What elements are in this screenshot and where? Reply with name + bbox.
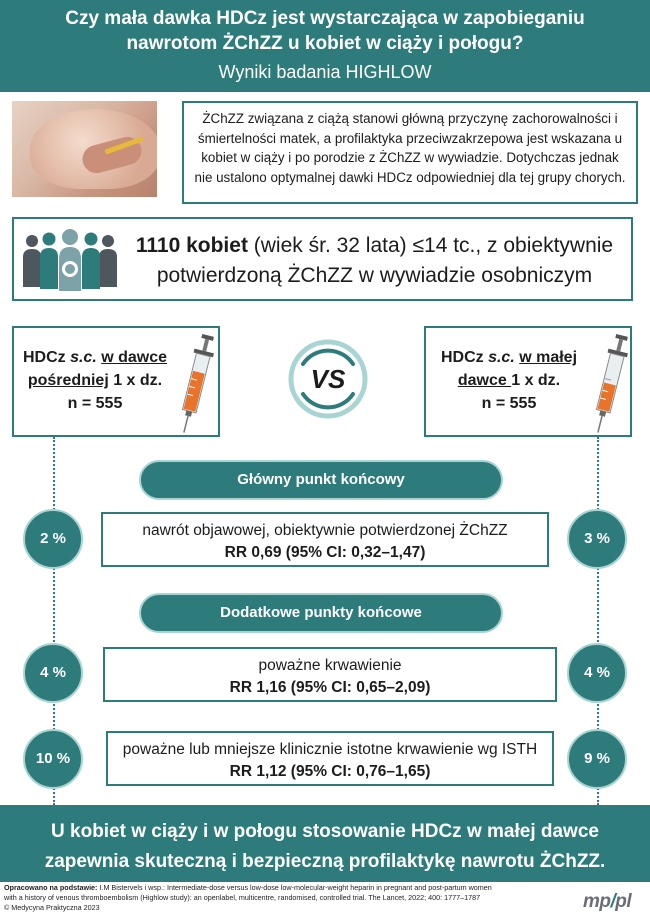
syringe-icon [176,332,216,436]
study-population-box [12,217,633,301]
intro-box [182,101,638,204]
vs-text: VS [310,364,346,394]
primary-result-box [101,512,549,567]
primary-right-percent: 3 % [567,509,627,569]
arm-low-dose [424,326,632,437]
conclusion-line-2: zapewnia skuteczną i bezpieczną profilaktykę nawrotu ŻChZZ. [44,851,606,872]
study-count: 1110 kobiet [135,234,248,257]
source-citation: Opracowano na podstawie: I.M Bistervels i wsp.: Intermediate-dose versus low-dose low-molecular-weight heparin in pregnant and post-partum women with a history of venous thromboembolism (Highlow study): an openlabel, multicentre, randomised, controlled trial. The Lancet, 2022; 400: 1777–1787 © Medycyna Praktyczna 2023 [4,883,544,913]
secondary-2-outcome: poważne lub mniejsze klinicznie istotne krwawienie wg ISTH [122,741,538,758]
arm-left-label: HDCz s.c. w dawce pośredniej 1 x dz. n = 555 [20,346,170,415]
conclusion-line-1: U kobiet w ciąży i w połogu stosowanie HDCz w małej dawce [51,821,599,842]
subtitle: Wyniki badania HIGHLOW [218,62,432,82]
title-line-2: nawrotom ŻChZZ u kobiet w ciąży i połogu? [126,33,524,54]
arm-right-label: HDCz s.c. w małej dawce 1 x dz. n = 555 [434,346,584,415]
people-group-icon [20,227,120,293]
secondary-endpoints-heading: Dodatkowe punkty końcowe [139,593,503,633]
secondary-2-result-box [106,731,554,786]
primary-rr: RR 0,69 (95% CI: 0,32–1,47) [224,544,426,561]
primary-left-percent: 2 % [23,509,83,569]
secondary-1-left-percent: 4 % [23,643,83,703]
primary-endpoint-heading: Główny punkt końcowy [139,460,503,500]
study-line2: potwierdzoną ŻChZZ w wywiadzie osobniczym [156,264,593,287]
arm-right-n: n = 555 [481,395,537,412]
header-banner [0,0,650,92]
study-line1-rest: (wiek śr. 32 lata) ≤14 tc., z obiektywnie [247,234,614,257]
primary-outcome: nawrót objawowej, obiektywnie potwierdzonej ŻChZZ [142,522,508,539]
intro-text: ŻChZZ związana z ciążą stanowi główną przyczynę zachorowalności i śmiertelności matek, a profilaktyka przeciwzakrzepowa jest wskazana u kobiet w ciąży i po porodzie z ŻChZZ w wywiadzie. Dotychczas jednak nie ustalono optymalnej dawki HDCz odpowiedniej dla tej grupy chorych. [194,111,626,185]
pregnant-injection-photo [12,101,157,197]
secondary-1-outcome: poważne krwawienie [258,657,402,674]
secondary-1-rr: RR 1,16 (95% CI: 0,65–2,09) [229,679,431,696]
secondary-1-right-percent: 4 % [567,643,627,703]
arm-intermediate-dose [12,326,220,437]
secondary-1-result-box [103,647,557,702]
arm-left-n: n = 555 [67,395,123,412]
syringe-icon [590,332,630,436]
study-population-text [124,231,625,291]
copyright: © Medycyna Praktyczna 2023 [4,903,100,912]
secondary-2-right-percent: 9 % [567,729,627,789]
secondary-2-left-percent: 10 % [23,729,83,789]
conclusion-banner [0,805,650,882]
vs-badge [285,336,371,422]
title-line-1: Czy mała dawka HDCz jest wystarczająca w zapobieganiu [65,8,585,29]
secondary-2-rr: RR 1,12 (95% CI: 0,76–1,65) [229,763,431,780]
mp-pl-logo: mp/pl [583,891,632,912]
